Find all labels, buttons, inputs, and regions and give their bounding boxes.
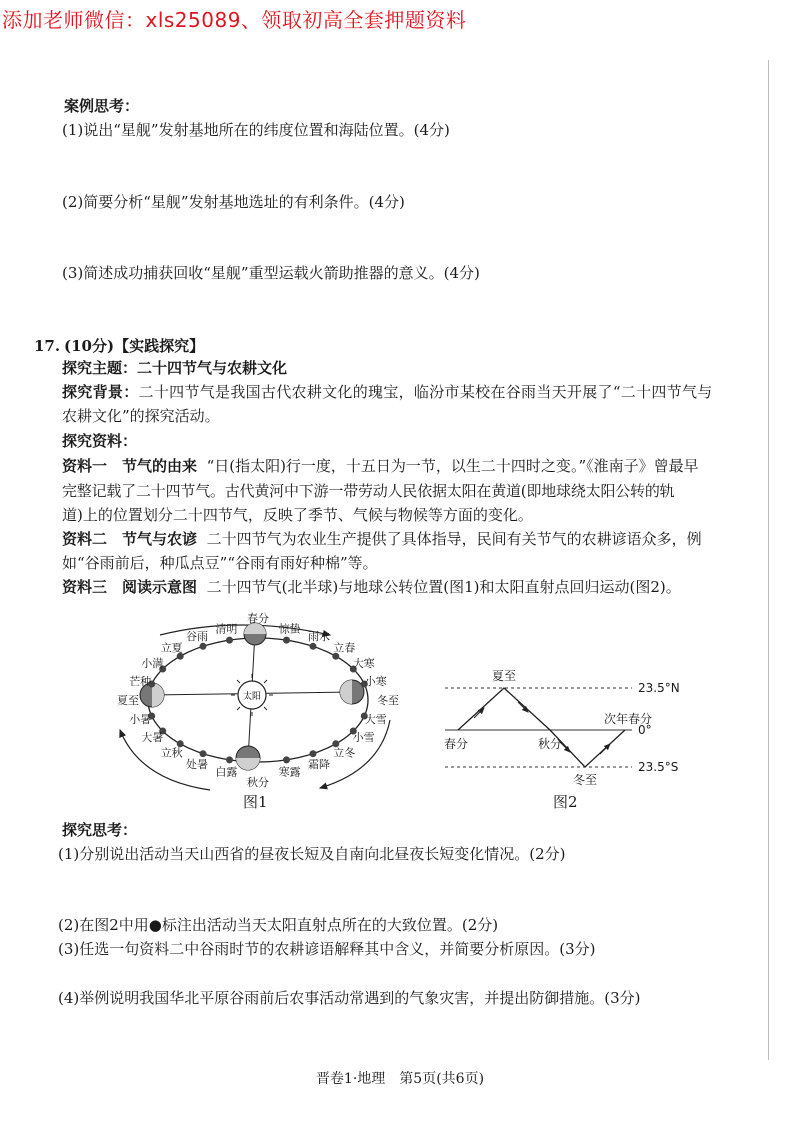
case-title: 案例思考：: [64, 97, 140, 115]
term-label: 小寒: [364, 674, 387, 688]
path-arrow-2: [518, 702, 528, 712]
materials-label: 探究资料：: [62, 432, 138, 450]
term-dot: [200, 750, 207, 757]
term-label: 小雪: [352, 731, 375, 744]
q17-header: (10分)【实践探究】: [64, 337, 205, 355]
think-q4: (4)举例说明我国华北平原谷雨前后农事活动常遇到的气象灾害，并提出防御措施。(3分): [58, 989, 641, 1007]
material1-text-2: 完整记载了二十四节气。古代黄河中下游一带劳动人民依据太阳在黄道(即地球绕太阳公转的轨: [62, 482, 675, 500]
label-lat-equator: 0°: [638, 723, 652, 737]
term-label: 芒种: [129, 674, 152, 688]
sun-label: 太阳: [242, 692, 262, 702]
term-label: 秋分: [247, 776, 269, 789]
page-edge-line: [768, 60, 769, 1060]
figure-2-subsolar-diagram: [440, 662, 700, 792]
earth-autumn-icon: [236, 746, 260, 770]
term-label: 立春: [333, 641, 356, 655]
material3-line: [62, 577, 681, 597]
material2-text-1: 二十四节气为农业生产提供了具体指导，民间有关节气的农耕谚语众多，例: [206, 530, 702, 548]
think-q1: (1)分别说出活动当天山西省的昼夜长短及自南向北昼夜长短变化情况。(2分): [58, 845, 566, 863]
material2-text-2: 如“谷雨前后，种瓜点豆”“谷雨有雨好种棉”等。: [62, 554, 378, 572]
material2-line-1: [62, 529, 702, 549]
term-label: 清明: [215, 622, 238, 636]
label-summer-solstice: 夏至: [491, 669, 517, 683]
path-arrow-1: [474, 708, 484, 718]
case-q2: (2)简要分析“星舰”发射基地选址的有利条件。(4分): [62, 193, 405, 211]
q17-number: 17.: [34, 337, 61, 355]
background-text-2: 农耕文化”的探究活动。: [62, 407, 220, 425]
material1-text-1: “日(指太阳)行一度，十五日为一节，以生二十四时之变。”《淮南子》曾最早: [206, 457, 699, 475]
term-dot: [310, 643, 317, 650]
background-label: 探究背景：: [62, 383, 139, 401]
label-winter-solstice: 冬至: [572, 773, 598, 787]
material1-line-1: [62, 456, 699, 476]
term-label: 大寒: [352, 657, 375, 670]
think-q3: (3)任选一句资料二中谷雨时节的农耕谚语解释其中含义，并简要分析原因。(3分): [58, 940, 596, 958]
term-label: 霜降: [308, 758, 330, 772]
term-dot: [310, 750, 317, 757]
term-label: 寒露: [278, 765, 301, 779]
term-dot: [226, 756, 233, 763]
material1-label: 资料一 节气的由来: [62, 457, 198, 475]
term-dot: [200, 643, 207, 650]
material3-text: 二十四节气(北半球)与地球公转位置(图1)和太阳直射点回归运动(图2)。: [206, 578, 681, 596]
material1-text-3: 道)上的位置划分二十四节气，反映了季节、气候与物候等方面的变化。: [62, 506, 533, 524]
earth-spring-icon: [244, 623, 266, 645]
theme-text: 二十四节气与农耕文化: [137, 359, 288, 377]
theme-label: 探究主题：: [62, 359, 138, 377]
path-arrow-4: [600, 744, 610, 754]
term-label: 立秋: [160, 746, 183, 760]
background-text-1: 二十四节气是我国古代农耕文化的瑰宝，临汾市某校在谷雨当天开展了“二十四节气与: [138, 383, 713, 401]
term-label: 谷雨: [186, 629, 208, 643]
term-label: 小暑: [129, 713, 152, 727]
term-label: 小满: [141, 657, 164, 670]
figure-1-orbit-diagram: [90, 610, 430, 815]
case-q1: (1)说出“星舰”发射基地所在的纬度位置和海陆位置。(4分): [62, 121, 450, 139]
earth-winter-icon: [340, 680, 364, 704]
subsolar-path: [458, 688, 625, 767]
term-dot: [283, 637, 290, 644]
figure-1-caption: 图1: [243, 793, 268, 811]
term-dot: [283, 756, 290, 763]
term-label: 春分: [247, 612, 269, 625]
term-label: 大暑: [141, 731, 164, 744]
label-lat-north: 23.5°N: [638, 681, 680, 695]
page-footer: 晋卷1·地理 第5页(共6页): [315, 1071, 485, 1087]
think-label: 探究思考：: [62, 821, 138, 839]
material2-label: 资料二 节气与农谚: [62, 530, 198, 548]
figure-2-caption: 图2: [553, 793, 578, 811]
term-label: 雨水: [308, 629, 330, 643]
label-autumn-equinox: 秋分: [537, 737, 563, 751]
promo-banner: 添加老师微信：xls25089、领取初高全套押题资料: [2, 8, 467, 32]
term-label: 立夏: [160, 641, 183, 655]
term-label: 立冬: [333, 746, 356, 760]
label-next-spring-equinox: 次年春分: [603, 712, 653, 726]
label-spring-equinox: 春分: [443, 737, 469, 751]
term-label: 夏至: [117, 694, 139, 707]
case-q3: (3)简述成功捕获回收“星舰”重型运载火箭助推器的意义。(4分): [62, 264, 480, 282]
term-label: 白露: [215, 765, 238, 779]
term-label: 大雪: [364, 713, 387, 727]
theme-line: [62, 358, 287, 378]
term-label: 处暑: [186, 758, 208, 772]
think-q2: (2)在图2中用●标注出活动当天太阳直射点所在的大致位置。(2分): [58, 916, 499, 934]
background-line-1: [62, 382, 713, 402]
term-label: 冬至: [377, 694, 399, 707]
material3-label: 资料三 阅读示意图: [62, 578, 198, 596]
term-dot: [226, 637, 233, 644]
term-label: 惊蛰: [278, 622, 301, 636]
label-lat-south: 23.5°S: [638, 760, 679, 774]
